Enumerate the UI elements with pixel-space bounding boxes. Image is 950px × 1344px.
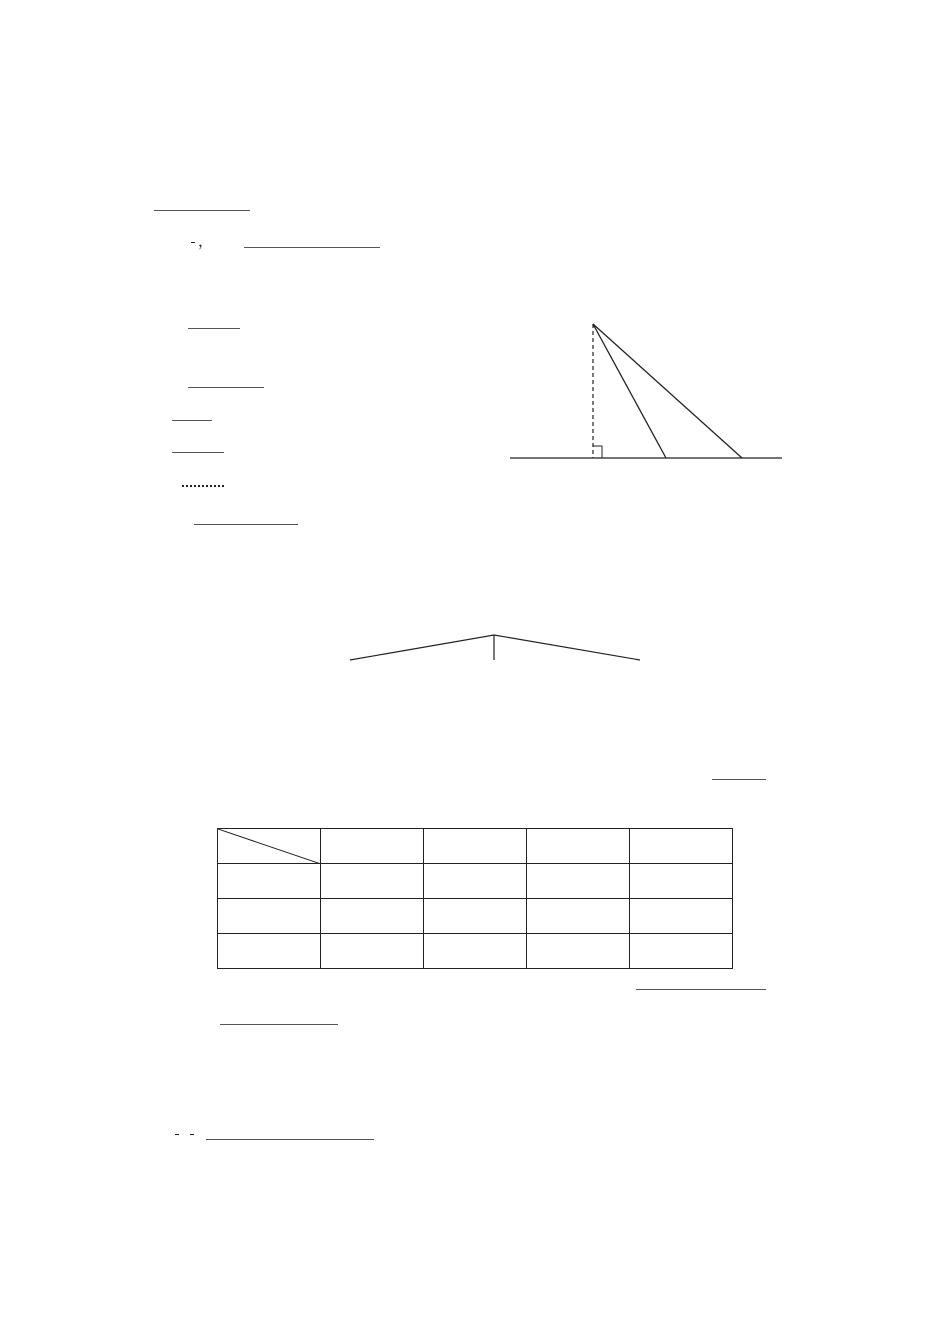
table-col-header — [321, 829, 424, 864]
table-col-header — [424, 829, 527, 864]
table-col-header — [527, 829, 630, 864]
score-leader — [712, 769, 766, 780]
prob-fraction-1 — [175, 1134, 179, 1135]
table-row — [218, 934, 733, 969]
table-cell — [527, 864, 630, 899]
table-cell — [630, 864, 733, 899]
outcome-table — [217, 828, 733, 969]
q22-fraction-de-be — [191, 242, 195, 243]
corner-diagonal — [218, 829, 321, 864]
table-cell — [527, 934, 630, 969]
table-col-header — [630, 829, 733, 864]
tree-branch — [494, 635, 640, 660]
q22-line2: ， — [188, 232, 384, 251]
table-row — [218, 899, 733, 934]
table-cell — [424, 899, 527, 934]
score-leader — [154, 200, 250, 211]
table-cell — [424, 864, 527, 899]
table-cell — [321, 864, 424, 899]
score-tree-wrap — [708, 764, 770, 782]
table-row-header — [218, 899, 321, 934]
right-angle-mark — [593, 446, 602, 458]
score-leader — [206, 1129, 374, 1140]
score-leader — [172, 410, 212, 421]
score-leader — [244, 237, 380, 248]
fraction-numerator — [190, 1134, 194, 1135]
q22-line10-wrap — [168, 509, 302, 527]
score-leader — [194, 514, 298, 525]
table-row-header — [218, 934, 321, 969]
table-cell — [527, 899, 630, 934]
tree-branch — [350, 635, 494, 660]
probability-line — [172, 1116, 378, 1150]
table-cell — [630, 934, 733, 969]
table-row-header — [218, 864, 321, 899]
line-db — [593, 324, 666, 458]
table-header-row — [218, 829, 733, 864]
score-leader — [188, 318, 240, 329]
score-leader — [188, 377, 264, 388]
q22-line7-wrap — [168, 405, 216, 424]
score-leader — [636, 979, 766, 990]
score-leader — [220, 1014, 338, 1025]
table-cell — [321, 899, 424, 934]
q22-line9-wrap — [168, 471, 228, 490]
score-table-wrap — [632, 974, 770, 992]
table-cell — [630, 899, 733, 934]
fraction-numerator — [191, 242, 195, 243]
q22-line4-wrap — [184, 313, 244, 332]
q22-line6-wrap — [184, 372, 268, 390]
table-cell — [424, 934, 527, 969]
q22-line8-wrap — [168, 437, 228, 456]
score-leader — [182, 475, 224, 487]
conclusion1-wrap — [176, 1009, 342, 1027]
table-corner-cell — [218, 829, 321, 864]
fraction-numerator — [175, 1134, 179, 1135]
tree-diagram — [240, 600, 710, 790]
geometry-figure — [510, 300, 790, 490]
prob-fraction-2 — [190, 1134, 194, 1135]
line-da — [593, 324, 742, 458]
q22-header-line — [150, 195, 254, 213]
table-row — [218, 864, 733, 899]
table-cell — [321, 934, 424, 969]
score-leader — [172, 442, 224, 453]
